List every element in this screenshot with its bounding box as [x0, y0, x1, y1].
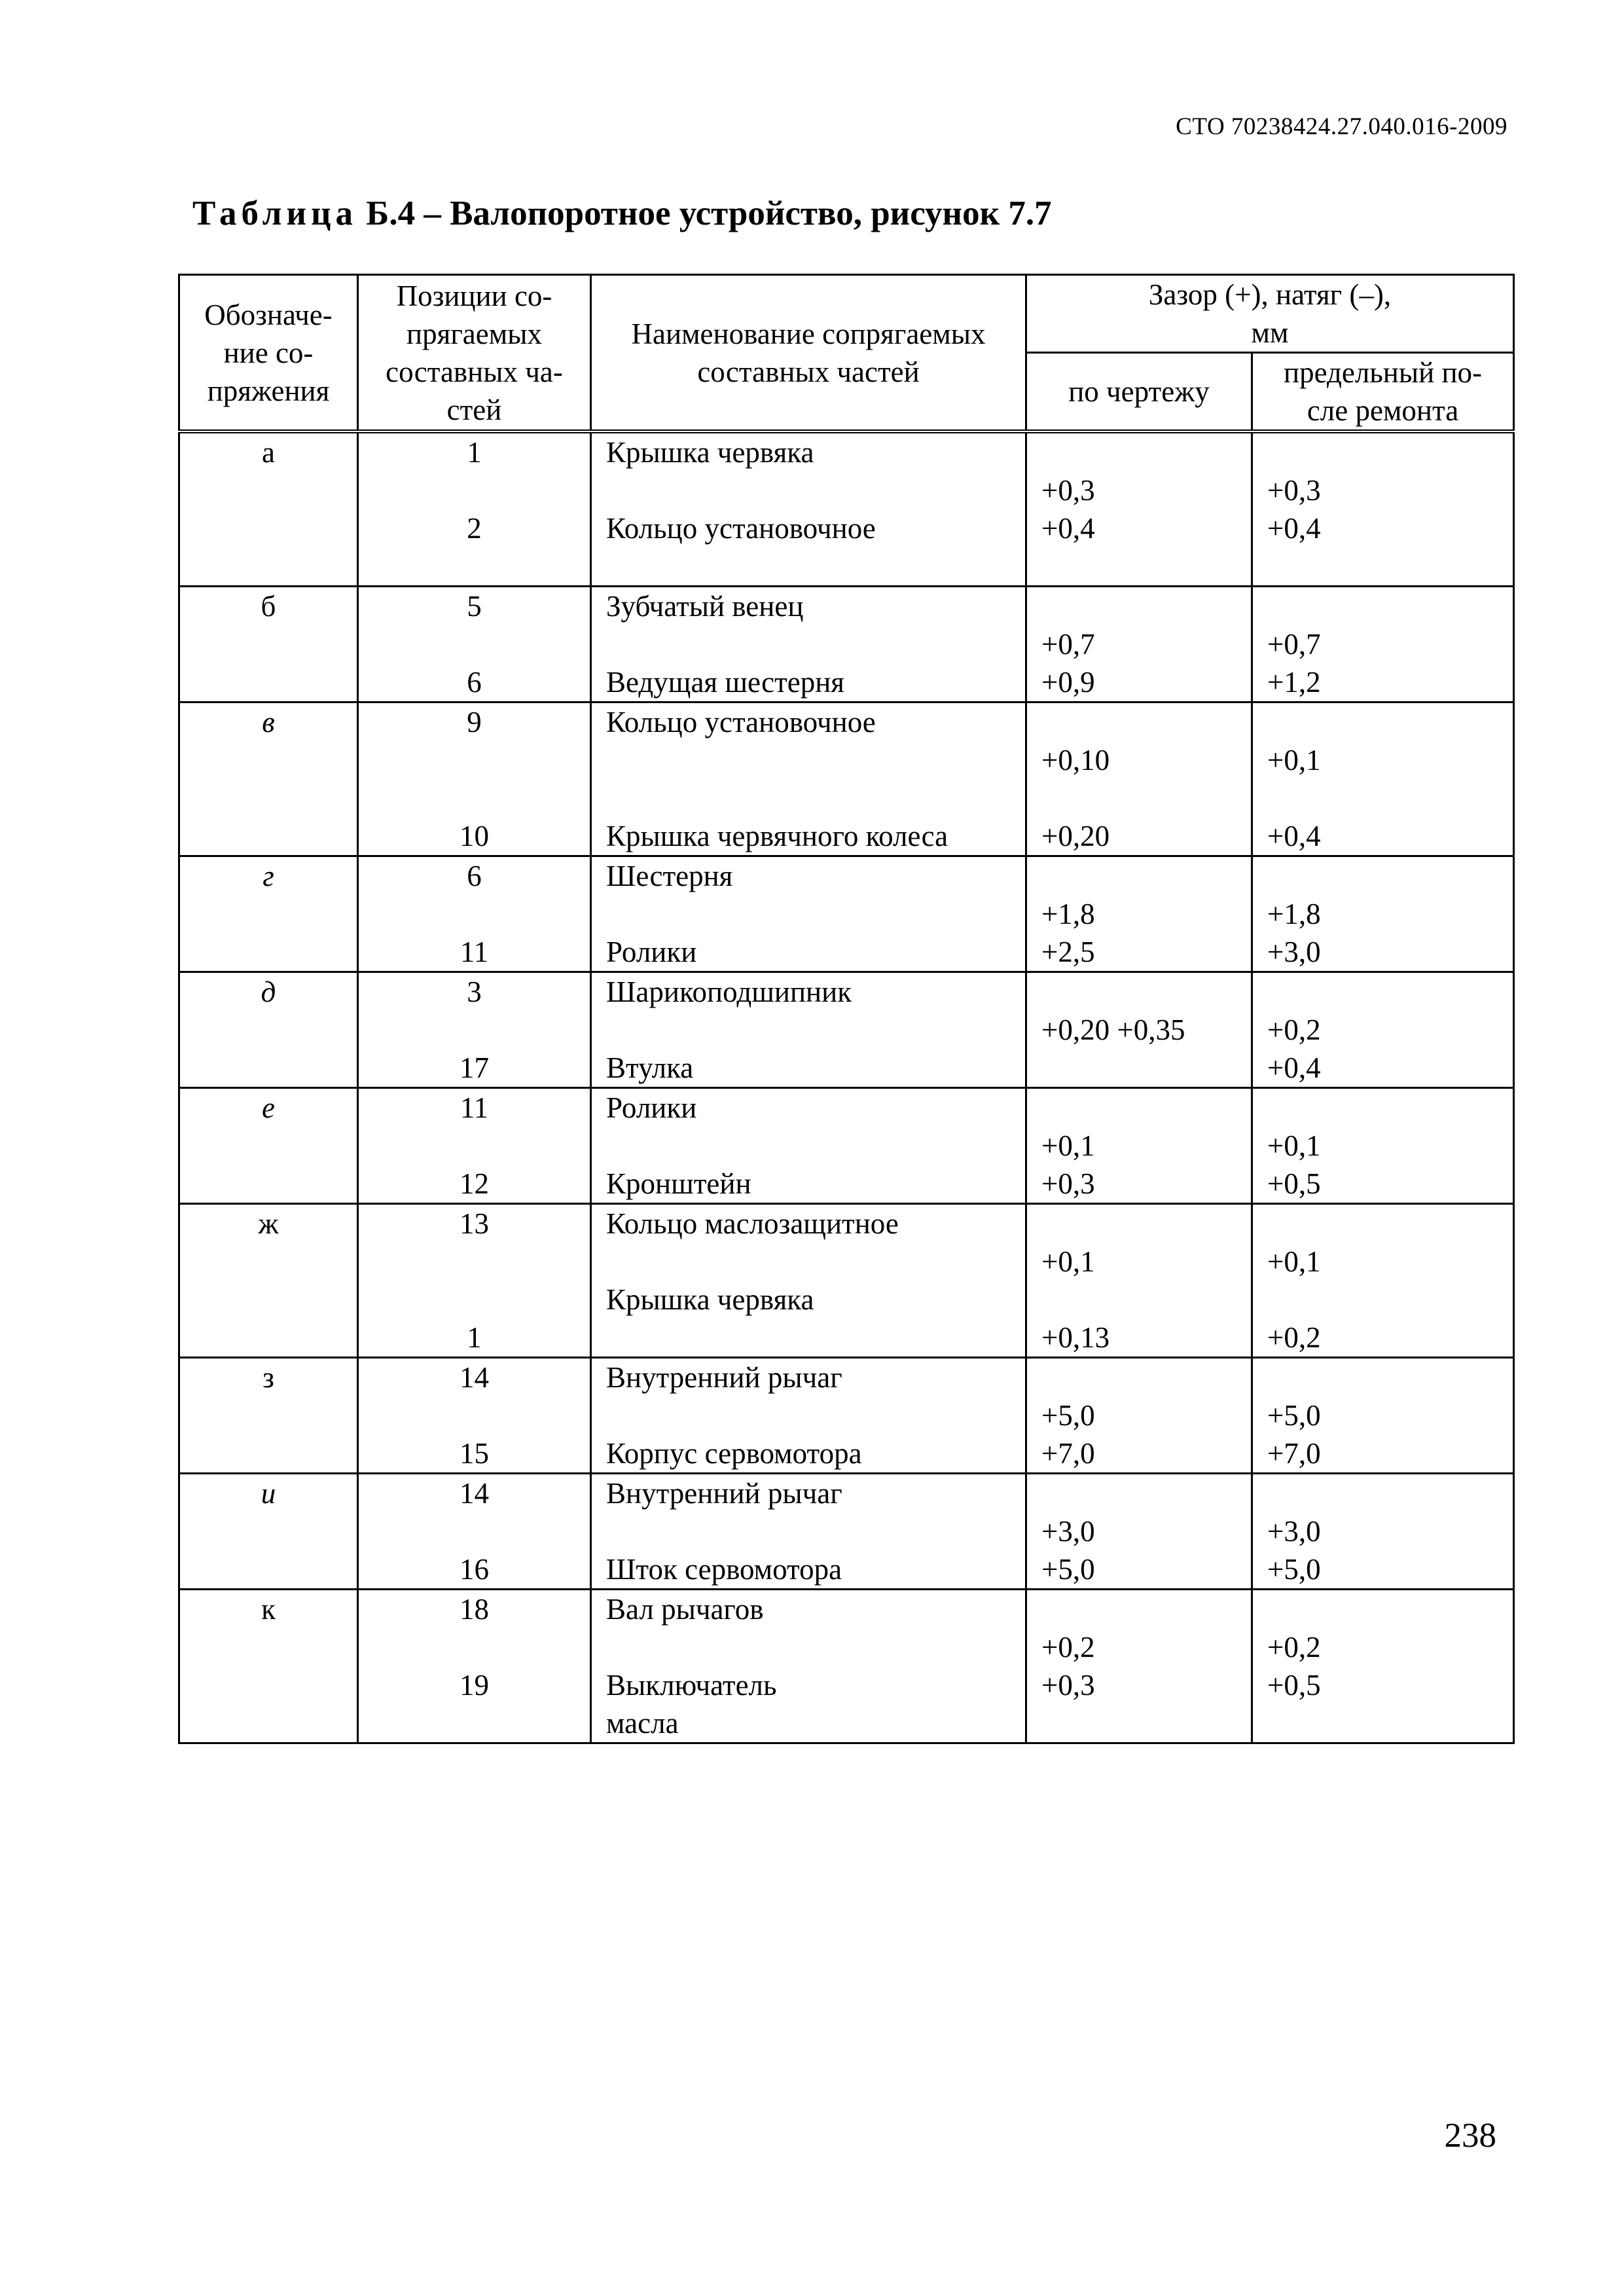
- cell-limit-after-repair: +0,2 +0,4: [1252, 972, 1514, 1088]
- cell-position: 3 17: [358, 972, 591, 1088]
- cell-joint-code: ж: [179, 1204, 358, 1358]
- cell-part-name: Крышка червяка Кольцо установочное: [591, 431, 1026, 587]
- cell-by-drawing: +5,0 +7,0: [1026, 1358, 1252, 1474]
- cell-limit-after-repair: +5,0 +7,0: [1252, 1358, 1514, 1474]
- header-limit-after-repair: предельный по- сле ремонта: [1252, 353, 1514, 432]
- header-gap: Зазор (+), натяг (–), мм: [1026, 275, 1514, 353]
- cell-limit-after-repair: +0,2 +0,5: [1252, 1590, 1514, 1743]
- cell-joint-code: б: [179, 587, 358, 702]
- cell-joint-code: г: [179, 856, 358, 972]
- cell-part-name: Вал рычагов Выключатель масла: [591, 1590, 1026, 1743]
- cell-by-drawing: +3,0 +5,0: [1026, 1474, 1252, 1590]
- cell-limit-after-repair: +0,1 +0,5: [1252, 1088, 1514, 1204]
- cell-position: 18 19: [358, 1590, 591, 1743]
- cell-position: 13 1: [358, 1204, 591, 1358]
- table-row: [179, 1474, 1514, 1590]
- cell-part-name: Кольцо маслозащитное Крышка червяка: [591, 1204, 1026, 1358]
- table-row: [179, 856, 1514, 972]
- table-row: [179, 431, 1514, 587]
- cell-joint-code: к: [179, 1590, 358, 1743]
- cell-part-name: Внутренний рычаг Корпус сервомотора: [591, 1358, 1026, 1474]
- cell-limit-after-repair: +0,1 +0,2: [1252, 1204, 1514, 1358]
- cell-limit-after-repair: +0,1 +0,4: [1252, 702, 1514, 856]
- cell-joint-code: в: [179, 702, 358, 856]
- table-row: [179, 1590, 1514, 1743]
- cell-joint-code: е: [179, 1088, 358, 1204]
- table-row: [179, 1204, 1514, 1358]
- cell-limit-after-repair: +3,0 +5,0: [1252, 1474, 1514, 1590]
- mating-parts-table: [178, 274, 1515, 1744]
- cell-joint-code: з: [179, 1358, 358, 1474]
- cell-joint-code: а: [179, 431, 358, 587]
- cell-by-drawing: +0,20 +0,35: [1026, 972, 1252, 1088]
- cell-joint-code: и: [179, 1474, 358, 1590]
- table-row: [179, 972, 1514, 1088]
- cell-position: 14 15: [358, 1358, 591, 1474]
- cell-limit-after-repair: +1,8 +3,0: [1252, 856, 1514, 972]
- cell-by-drawing: +0,7 +0,9: [1026, 587, 1252, 702]
- cell-by-drawing: +0,1 +0,3: [1026, 1088, 1252, 1204]
- header-by-drawing: по чертежу: [1026, 353, 1252, 432]
- cell-by-drawing: +0,10 +0,20: [1026, 702, 1252, 856]
- table-body: [179, 431, 1514, 1743]
- table-title-prefix: Таблица: [192, 194, 358, 232]
- header-positions: Позиции со- прягаемых составных ча- стей: [358, 275, 591, 432]
- cell-limit-after-repair: +0,7 +1,2: [1252, 587, 1514, 702]
- cell-by-drawing: +0,1 +0,13: [1026, 1204, 1252, 1358]
- table-row: [179, 702, 1514, 856]
- page-number: 238: [1444, 2117, 1496, 2155]
- table-title-text: Б.4 – Валопоротное устройство, рисунок 7.7: [357, 194, 1052, 232]
- cell-position: 14 16: [358, 1474, 591, 1590]
- table-row: [179, 1358, 1514, 1474]
- cell-part-name: Ролики Кронштейн: [591, 1088, 1026, 1204]
- header-code: Обозначе- ние со- пряжения: [179, 275, 358, 432]
- cell-position: 1 2: [358, 431, 591, 587]
- cell-position: 9 10: [358, 702, 591, 856]
- cell-by-drawing: +0,2 +0,3: [1026, 1590, 1252, 1743]
- table-row: [179, 587, 1514, 702]
- cell-by-drawing: +1,8 +2,5: [1026, 856, 1252, 972]
- document-code: СТО 70238424.27.040.016-2009: [1176, 113, 1507, 140]
- table-row: [179, 1088, 1514, 1204]
- cell-part-name: Зубчатый венец Ведущая шестерня: [591, 587, 1026, 702]
- cell-part-name: Кольцо установочное Крышка червячного колеса: [591, 702, 1026, 856]
- table-title: [192, 194, 1052, 233]
- cell-by-drawing: +0,3 +0,4: [1026, 431, 1252, 587]
- cell-part-name: Шестерня Ролики: [591, 856, 1026, 972]
- header-part-name: Наименование сопрягаемых составных частей: [591, 275, 1026, 432]
- cell-position: 6 11: [358, 856, 591, 972]
- cell-limit-after-repair: +0,3 +0,4: [1252, 431, 1514, 587]
- cell-joint-code: д: [179, 972, 358, 1088]
- cell-position: 5 6: [358, 587, 591, 702]
- cell-part-name: Внутренний рычаг Шток сервомотора: [591, 1474, 1026, 1590]
- cell-part-name: Шарикоподшипник Втулка: [591, 972, 1026, 1088]
- cell-position: 11 12: [358, 1088, 591, 1204]
